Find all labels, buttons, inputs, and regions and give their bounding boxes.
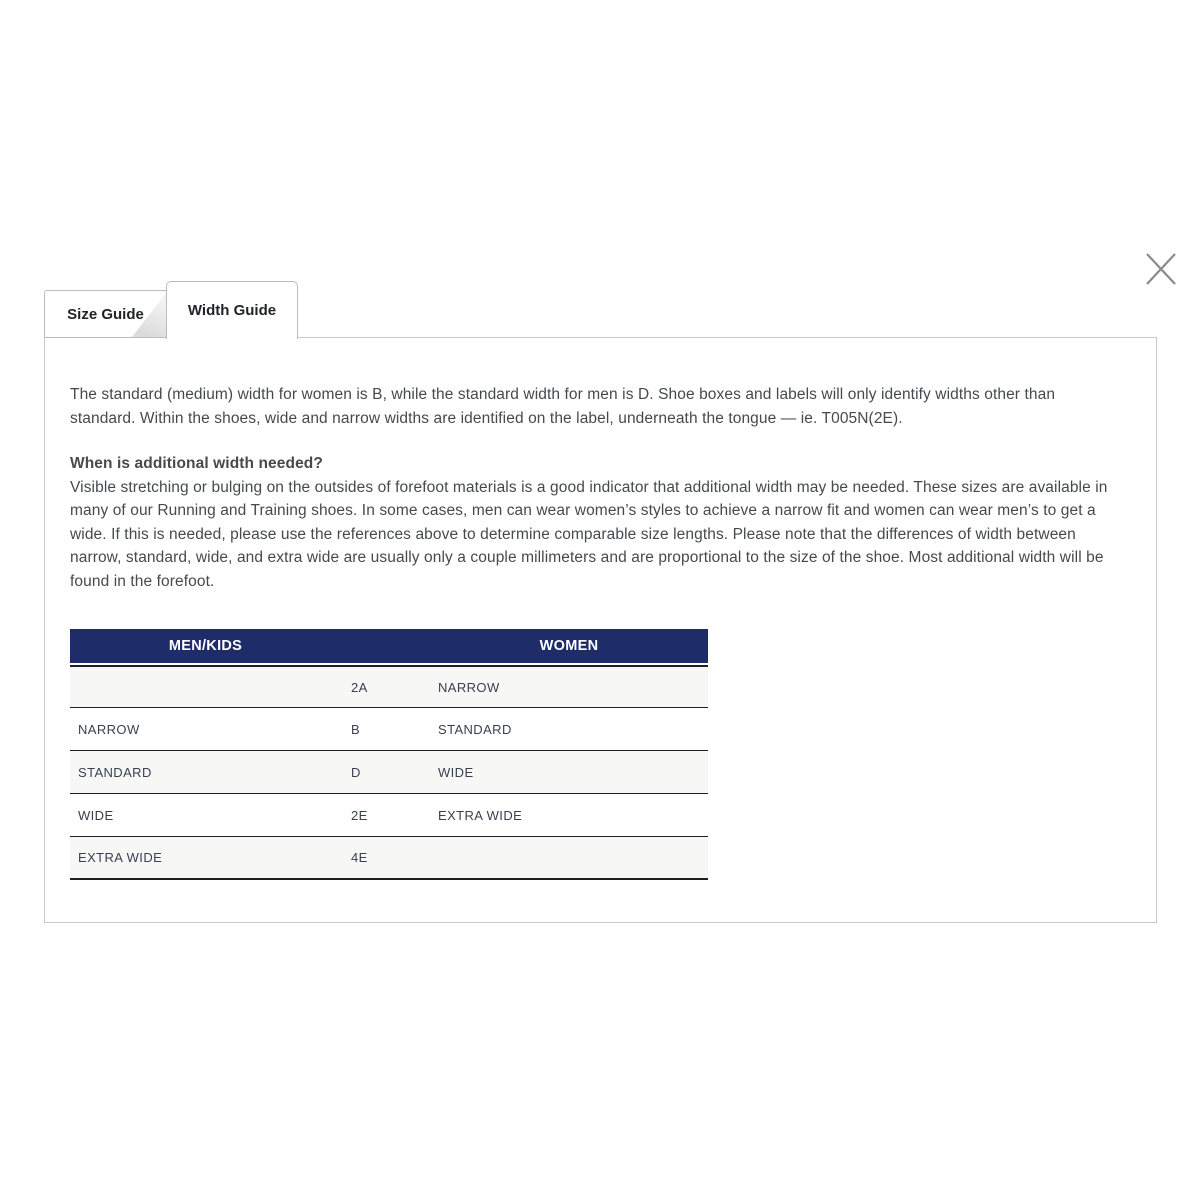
table-header-spacer [341, 629, 430, 665]
men-width-label-cell: WIDE [70, 794, 341, 837]
table-row [70, 708, 708, 751]
women-width-label-cell: WIDE [430, 751, 708, 794]
table-row [70, 794, 708, 837]
table-header-women: WOMEN [430, 629, 708, 665]
men-width-label-cell: EXTRA WIDE [70, 837, 341, 880]
table-row [70, 837, 708, 880]
close-button[interactable] [1140, 248, 1182, 290]
table-row [70, 665, 708, 708]
width-code-cell: D [341, 751, 430, 794]
women-width-label-cell [430, 837, 708, 880]
table-header-row [70, 629, 708, 665]
tab-size-guide[interactable] [44, 290, 167, 338]
intro-paragraph: The standard (medium) width for women is B, while the standard width for men is D. Shoe boxes and labels will only identify widths other than standard. Within the shoes, wide and narrow widths are identified on the label, underneath the tongue — ie. T005N(2E). [70, 386, 1056, 427]
width-code-cell: 2A [341, 665, 430, 708]
guide-tabs [44, 281, 444, 338]
women-width-label-cell: NARROW [430, 665, 708, 708]
close-icon [1140, 248, 1182, 290]
table-row [70, 751, 708, 794]
women-width-label-cell: STANDARD [430, 708, 708, 751]
width-guide-panel [44, 337, 1157, 923]
width-code-cell: B [341, 708, 430, 751]
women-width-label-cell: EXTRA WIDE [430, 794, 708, 837]
table-header-men-kids: MEN/KIDS [70, 629, 341, 665]
men-width-label-cell: NARROW [70, 708, 341, 751]
section-heading: When is additional width needed? [70, 455, 323, 472]
tab-width-guide-label: Width Guide [187, 302, 277, 319]
width-comparison-table [70, 629, 708, 880]
men-width-label-cell [70, 665, 341, 708]
width-code-cell: 2E [341, 794, 430, 837]
men-width-label-cell: STANDARD [70, 751, 341, 794]
section-paragraph: Visible stretching or bulging on the outsides of forefoot materials is a good indicator that additional width may be needed. These sizes are available in many of our Running and Training shoes. In some cases, men can wear women’s styles to achieve a narrow fit and women can wear men’s to get a wide. If this is needed, please use the references above to determine comparable size lengths. Please note that the differences of width between narrow, standard, wide, and extra wide are usually only a couple millimeters and are proportional to the size of the shoe. Most additional width will be found in the forefoot. [70, 478, 1108, 590]
tab-size-guide-label: Size Guide [67, 305, 144, 323]
width-code-cell: 4E [341, 837, 430, 880]
tab-width-guide[interactable] [166, 281, 298, 339]
